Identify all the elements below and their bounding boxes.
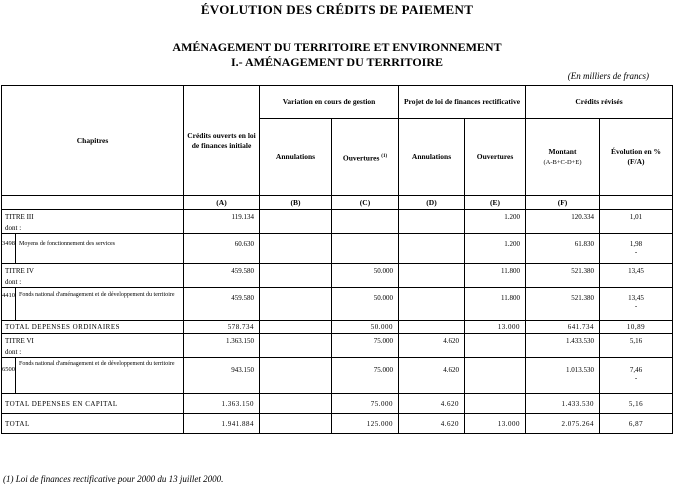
row-4410-a: 459.580 [184,288,260,321]
row-titre4-label: TITRE IV [2,264,184,279]
section-title: AMÉNAGEMENT DU TERRITOIRE ET ENVIRONNEMENT [172,40,502,54]
col-letter-d: (D) [399,196,465,210]
row-3498-g-value: 1,98 [629,240,643,248]
col-letter-c: (C) [332,196,399,210]
row-4410-code: 4410 [2,288,16,321]
row-3498-e: 1.200 [465,234,526,264]
row-total-capital-a: 1.363.150 [184,394,260,414]
row-titre3-f: 120.334 [526,210,600,225]
row-titre6-c: 75.000 [332,334,399,349]
row-total-capital-c: 75.000 [332,394,399,414]
header-ouvertures-plfr: Ouvertures [465,119,526,196]
row-6500-g [600,358,673,394]
row-titre4-f: 521.380 [526,264,600,279]
footnote-ref: (1) [381,153,388,159]
row-titre4-a: 459.580 [184,264,260,279]
subsection-title: I.- AMÉNAGEMENT DU TERRITOIRE [230,55,444,69]
row-total-label: TOTAL [2,414,184,434]
row-4410-g-value: 13,45 [628,294,644,302]
row-4410-g-dash: - [634,302,638,310]
row-total-capital-f: 1.433.530 [526,394,600,414]
row-titre6-g: 5,16 [600,334,673,349]
row-total-ordinaires-g: 10,89 [600,321,673,334]
row-6500-g-value: 7,46 [629,366,643,374]
row-total-g: 6,87 [600,414,673,434]
row-titre6-a: 1.363.150 [184,334,260,349]
header-ouvertures [332,119,399,196]
col-letter-e: (E) [465,196,526,210]
row-total-f: 2.075.264 [526,414,600,434]
header-montant [526,119,600,196]
col-letter-f: (F) [526,196,600,210]
row-total-capital-label: TOTAL DEPENSES EN CAPITAL [2,394,184,414]
row-dont-3: dont : [2,348,184,358]
col-letter-g [600,196,673,210]
header-projet-loi: Projet de loi de finances rectificative [399,86,526,119]
row-titre4-e: 11.800 [465,264,526,279]
row-dont-1: dont : [2,224,184,234]
row-4410-f: 521.380 [526,288,600,321]
row-titre4-c: 50.000 [332,264,399,279]
row-total-ordinaires-label: TOTAL DEPENSES ORDINAIRES [2,321,184,334]
row-titre6-d: 4.620 [399,334,465,349]
row-3498-a: 60.630 [184,234,260,264]
row-titre3-e: 1.200 [465,210,526,225]
header-credits-revises: Crédits révisés [526,86,673,119]
row-6500-label: Fonds national d'aménagement et de développement du territoire [16,358,184,394]
row-total-a: 1.941.884 [184,414,260,434]
row-3498-g-dash: - [634,248,638,256]
row-titre3-label: TITRE III [2,210,184,225]
row-total-d: 4.620 [399,414,465,434]
row-3498-f: 61.830 [526,234,600,264]
header-montant-formula: (A-B+C-D+E) [543,158,582,166]
header-montant-label: Montant [548,146,577,156]
unit-note: (En milliers de francs) [567,71,649,81]
row-6500-f: 1.013.530 [526,358,600,394]
row-6500-a: 943.150 [184,358,260,394]
row-total-c: 125.000 [332,414,399,434]
row-total-ordinaires-e: 13.000 [465,321,526,334]
row-titre3-a: 119.134 [184,210,260,225]
letters-spacer [2,196,184,210]
row-6500-code: 6500 [2,358,16,394]
col-letter-a: (A) [184,196,260,210]
row-titre6-f: 1.433.530 [526,334,600,349]
row-total-capital-g: 5,16 [600,394,673,414]
header-credits-ouverts: Crédits ouverts en loi de finances initiale [184,86,260,196]
row-total-e: 13.000 [465,414,526,434]
row-total-ordinaires-a: 578.734 [184,321,260,334]
row-titre4-g: 13,45 [600,264,673,279]
header-annulations-plfr: Annulations [399,119,465,196]
row-3498-label: Moyens de fonctionnement des services [16,234,184,264]
footnote: (1) Loi de finances rectificative pour 2000 du 13 juillet 2000. [3,474,224,484]
row-total-capital-d: 4.620 [399,394,465,414]
row-3498-code: 3498 [2,234,16,264]
header-variation: Variation en cours de gestion [260,86,399,119]
row-total-ordinaires-c: 50.000 [332,321,399,334]
row-3498-g [600,234,673,264]
row-titre6-label: TITRE VI [2,334,184,349]
row-6500-c: 75.000 [332,358,399,394]
row-dont-2: dont : [2,278,184,288]
row-6500-d: 4.620 [399,358,465,394]
page-title: ÉVOLUTION DES CRÉDITS DE PAIEMENT [200,2,474,17]
row-total-ordinaires-f: 641.734 [526,321,600,334]
col-letter-b: (B) [260,196,332,210]
row-4410-e: 11.800 [465,288,526,321]
header-evolution: Évolution en % (F/A) [600,119,673,196]
header-chapitres: Chapitres [2,86,184,196]
row-4410-g [600,288,673,321]
header-ouvertures-label: Ouvertures [342,153,380,162]
row-6500-g-dash: - [634,374,638,382]
row-4410-c: 50.000 [332,288,399,321]
credits-table [1,85,673,434]
row-titre3-g: 1,01 [600,210,673,225]
header-annulations: Annulations [260,119,332,196]
row-4410-label: Fonds national d'aménagement et de développement du territoire [16,288,184,321]
